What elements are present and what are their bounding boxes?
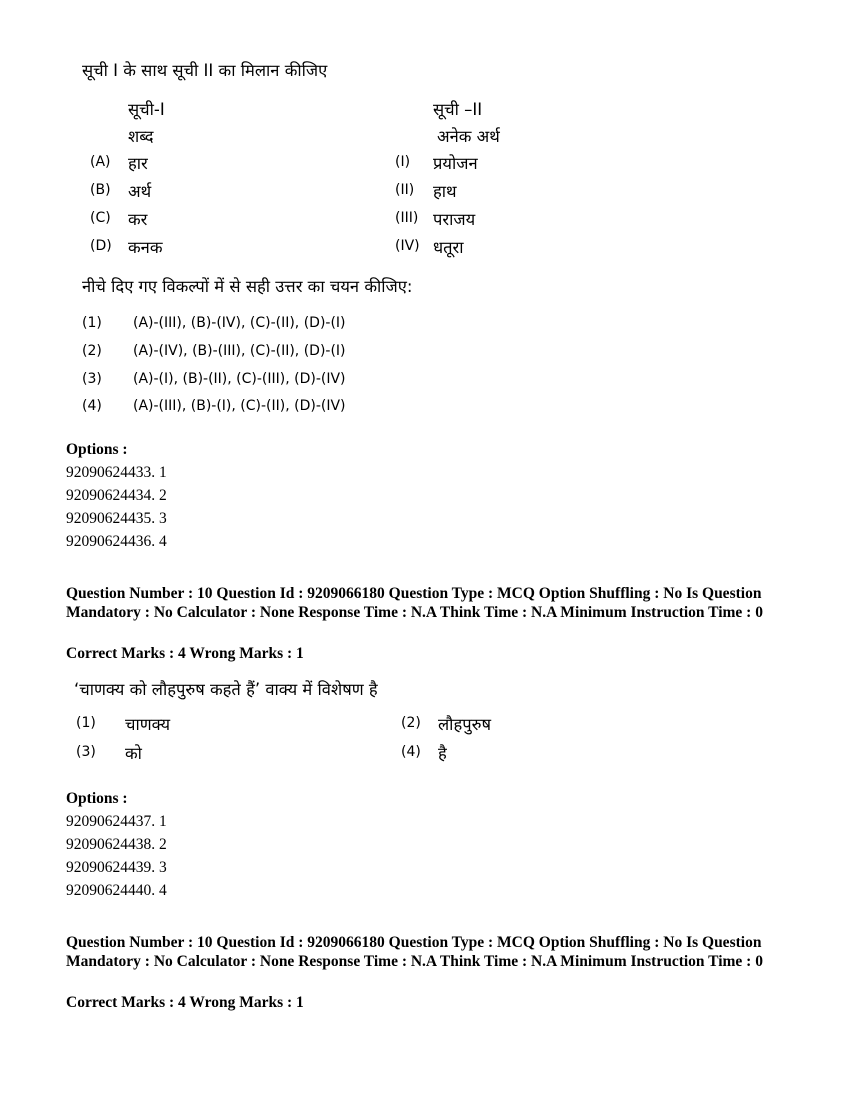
list1-title: सूची-I xyxy=(128,100,165,119)
choice-number: (3) xyxy=(76,744,96,760)
choice-text: (A)-(I), (B)-(II), (C)-(III), (D)-(IV) xyxy=(133,371,346,387)
row-label-i: (I) xyxy=(395,154,411,170)
list2-item-i: प्रयोजन xyxy=(433,154,478,173)
option-item[interactable]: 92090624439. 3 xyxy=(66,859,167,876)
choice-text: (A)-(III), (B)-(IV), (C)-(II), (D)-(I) xyxy=(133,315,346,331)
question-meta: Question Number : 10 Question Id : 9209066180 Question Type : MCQ Option Shuffling : No Is Question Mandatory : No Calculator : None Response Time : N.A Think Time : N.A Minimum Instruction Time : 0 xyxy=(66,934,763,970)
match-instruction: सूची I के साथ सूची II का मिलान कीजिए xyxy=(82,61,328,80)
list2-item-iv: धतूरा xyxy=(433,238,464,257)
question-meta: Question Number : 10 Question Id : 9209066180 Question Type : MCQ Option Shuffling : No Is Question Mandatory : No Calculator : None Response Time : N.A Think Time : N.A Minimum Instruction Time : 0 xyxy=(66,585,763,621)
option-item[interactable]: 92090624434. 2 xyxy=(66,487,167,504)
option-item[interactable]: 92090624437. 1 xyxy=(66,813,167,830)
choice-number: (4) xyxy=(82,398,102,414)
list1-item-b: अर्थ xyxy=(128,182,152,201)
option-item[interactable]: 92090624436. 4 xyxy=(66,533,167,550)
question-text: ‘चाणक्य को लौहपुरुष कहते हैं’ वाक्य में विशेषण है xyxy=(74,680,378,699)
choice-text: (A)-(IV), (B)-(III), (C)-(II), (D)-(I) xyxy=(133,343,346,359)
choice-text: है xyxy=(438,744,447,763)
choice-number: (1) xyxy=(82,315,102,331)
choice-number: (3) xyxy=(82,371,102,387)
row-label-ii: (II) xyxy=(395,182,415,198)
row-label-iii: (III) xyxy=(395,210,419,226)
options-label: Options : xyxy=(66,790,128,807)
row-label-a: (A) xyxy=(90,154,111,170)
row-label-d: (D) xyxy=(90,238,112,254)
choice-number: (4) xyxy=(401,744,421,760)
option-item[interactable]: 92090624433. 1 xyxy=(66,464,167,481)
list2-item-iii: पराजय xyxy=(433,210,476,229)
choice-number: (1) xyxy=(76,715,96,731)
row-label-c: (C) xyxy=(90,210,111,226)
choice-prompt: नीचे दिए गए विकल्पों में से सही उत्तर का चयन कीजिए: xyxy=(82,277,413,296)
choice-text: (A)-(III), (B)-(I), (C)-(II), (D)-(IV) xyxy=(133,398,346,414)
choice-text: लौहपुरुष xyxy=(438,715,491,734)
choice-text: चाणक्य xyxy=(125,715,171,734)
list1-item-c: कर xyxy=(128,210,148,229)
row-label-b: (B) xyxy=(90,182,111,198)
option-item[interactable]: 92090624438. 2 xyxy=(66,836,167,853)
list2-subtitle: अनेक अर्थ xyxy=(437,127,500,146)
question-marks: Correct Marks : 4 Wrong Marks : 1 xyxy=(66,645,304,662)
list1-item-a: हार xyxy=(128,154,148,173)
row-label-iv: (IV) xyxy=(395,238,420,254)
choice-number: (2) xyxy=(401,715,421,731)
list2-item-ii: हाथ xyxy=(433,182,457,201)
list1-subtitle: शब्द xyxy=(128,127,154,146)
choice-number: (2) xyxy=(82,343,102,359)
option-item[interactable]: 92090624440. 4 xyxy=(66,882,167,899)
list2-title: सूची –II xyxy=(433,100,483,119)
choice-text: को xyxy=(125,744,142,763)
options-label: Options : xyxy=(66,441,128,458)
question-marks: Correct Marks : 4 Wrong Marks : 1 xyxy=(66,994,304,1011)
list1-item-d: कनक xyxy=(128,238,163,257)
option-item[interactable]: 92090624435. 3 xyxy=(66,510,167,527)
